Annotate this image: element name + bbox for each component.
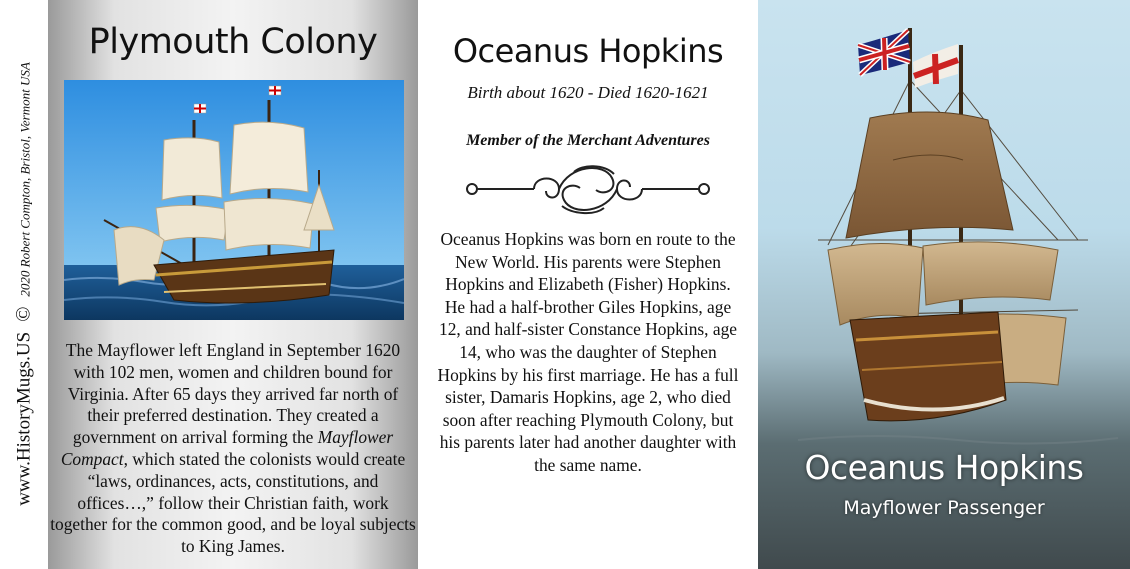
compact-name: Mayflower Compact: [60, 427, 394, 469]
person-name: Oceanus Hopkins: [452, 32, 724, 70]
mayflower-photo: [64, 80, 404, 320]
decorative-scroll-icon: [464, 160, 712, 218]
website-url[interactable]: www.HistoryMugs.US: [13, 331, 35, 506]
copyright-credit: 2020 Robert Compton, Bristol, Vermont USA: [17, 62, 33, 297]
passenger-subtitle: Mayflower Passenger: [843, 497, 1045, 519]
side-text: [13, 62, 36, 506]
union-flag-icon: [858, 30, 910, 75]
biography-panel: [418, 0, 758, 569]
colony-description: [50, 340, 416, 558]
life-dates: Birth about 1620 - Died 1620-1621: [467, 83, 709, 102]
side-strip: [0, 0, 48, 569]
plymouth-colony-panel: [48, 0, 418, 569]
biography-text: Oceanus Hopkins was born en route to the New World. His parents were Stephen Hopkins and Elizabeth (Fisher) Hopkins. He had a half-brother Giles Hopkins, age 12, and half-sister Constance Hopkins, age 14, who was the daughter of Stephen Hopkins by his first marriage. He has a full sister, Damaris Hopkins, age 2, who died soon after reaching Plymouth Colony, but his parents later had another daughter with the same name.: [437, 229, 739, 475]
copyright-symbol: ©: [12, 306, 35, 322]
colony-text-part1: The Mayflower left England in September 1620 with 102 men, women and children bound for Virginia. After 65 days they arrived far north of their preferred destination. They created a government on arrival forming the: [65, 340, 401, 448]
membership: Member of the Merchant Adventures: [466, 132, 710, 149]
passenger-name: Oceanus Hopkins: [804, 448, 1084, 487]
colony-text-part2: , which stated the colonists would create “laws, ordinances, acts, constitutions, and offices…,” follow their Christian faith, work together for the common good, and be loyal subjects to King James.: [50, 448, 416, 557]
panel-title: Plymouth Colony: [88, 22, 378, 62]
ship-portrait-panel: [758, 0, 1130, 569]
st-george-flag-icon: [913, 44, 958, 88]
